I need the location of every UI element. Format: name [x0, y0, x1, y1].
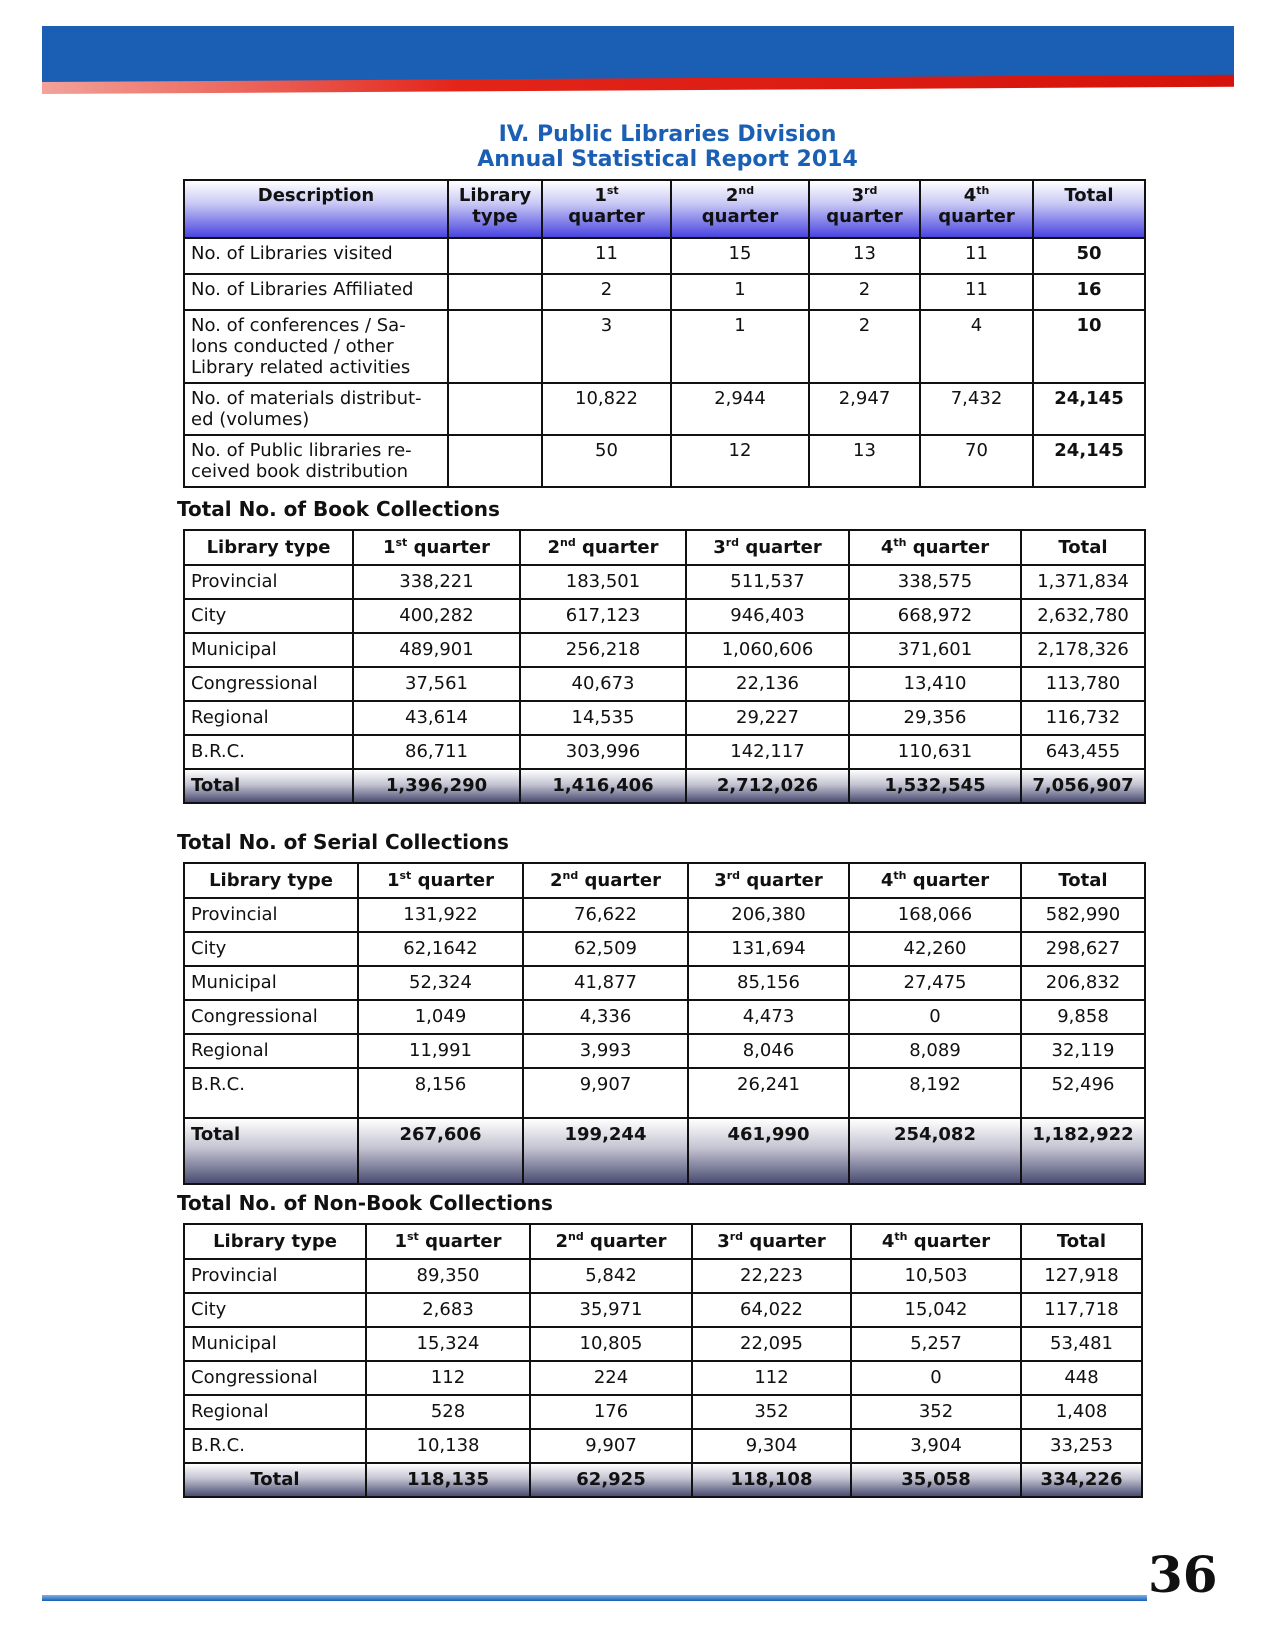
- row-q3: 9,304: [692, 1429, 851, 1463]
- header-q4: 4th quarter: [849, 863, 1021, 898]
- row-q1: 43,614: [353, 701, 520, 735]
- row-total: 16: [1033, 274, 1145, 310]
- row-total: 1,371,834: [1021, 565, 1145, 599]
- row-q2: 1: [671, 310, 809, 383]
- row-q1: 89,350: [366, 1259, 530, 1293]
- row-total: 127,918: [1021, 1259, 1142, 1293]
- row-q1: 3: [542, 310, 671, 383]
- row-library-type: [448, 310, 542, 383]
- header-q1: 1st quarter: [542, 180, 671, 238]
- row-q1: 11,991: [358, 1034, 523, 1068]
- row-total: 448: [1021, 1361, 1142, 1395]
- row-total: 32,119: [1021, 1034, 1145, 1068]
- row-q3: 112: [692, 1361, 851, 1395]
- table-row: [184, 898, 1145, 932]
- row-q2: 62,509: [523, 932, 688, 966]
- table-row: [184, 383, 1145, 435]
- row-type: Provincial: [184, 898, 358, 932]
- table-row: [184, 1034, 1145, 1068]
- header-red-stripe: [42, 75, 1234, 94]
- row-q4: 338,575: [849, 565, 1021, 599]
- total-total: 7,056,907: [1021, 769, 1145, 803]
- row-type: Provincial: [184, 565, 353, 599]
- row-total: 24,145: [1033, 435, 1145, 487]
- total-q2: 199,244: [523, 1118, 688, 1184]
- row-total: 53,481: [1021, 1327, 1142, 1361]
- row-q3: 511,537: [686, 565, 849, 599]
- row-type: City: [184, 932, 358, 966]
- total-label: Total: [184, 769, 353, 803]
- header-description: Description: [184, 180, 448, 238]
- row-q1: 400,282: [353, 599, 520, 633]
- row-description: No. of Libraries visited: [184, 238, 448, 274]
- row-total: 643,455: [1021, 735, 1145, 769]
- total-row: [184, 769, 1145, 803]
- row-q2: 617,123: [520, 599, 686, 633]
- row-q2: 224: [530, 1361, 692, 1395]
- page-number: 36: [1148, 1545, 1218, 1604]
- row-q3: 26,241: [688, 1068, 849, 1118]
- serial-header-row: [184, 863, 1145, 898]
- row-q4: 5,257: [851, 1327, 1021, 1361]
- row-q3: 29,227: [686, 701, 849, 735]
- row-q1: 338,221: [353, 565, 520, 599]
- row-q4: 371,601: [849, 633, 1021, 667]
- row-total: 582,990: [1021, 898, 1145, 932]
- page-title: [0, 122, 1275, 172]
- total-q4: 1,532,545: [849, 769, 1021, 803]
- table-row: [184, 667, 1145, 701]
- row-q2: 76,622: [523, 898, 688, 932]
- total-q3: 461,990: [688, 1118, 849, 1184]
- header-q1: 1st quarter: [366, 1224, 530, 1259]
- header-library-type: Library type: [184, 530, 353, 565]
- total-total: 1,182,922: [1021, 1118, 1145, 1184]
- table-row: [184, 1429, 1142, 1463]
- row-q4: 168,066: [849, 898, 1021, 932]
- table-row: [184, 932, 1145, 966]
- row-type: B.R.C.: [184, 1429, 366, 1463]
- row-q2: 303,996: [520, 735, 686, 769]
- total-label: Total: [184, 1118, 358, 1184]
- header-library-type: Library type: [184, 863, 358, 898]
- row-q1: 62,1642: [358, 932, 523, 966]
- table-row: [184, 701, 1145, 735]
- row-q3: 64,022: [692, 1293, 851, 1327]
- row-type: B.R.C.: [184, 1068, 358, 1118]
- table-row: [184, 310, 1145, 383]
- row-q4: 11: [920, 274, 1033, 310]
- row-q1: 10,822: [542, 383, 671, 435]
- row-type: Regional: [184, 701, 353, 735]
- row-type: Municipal: [184, 966, 358, 1000]
- row-q2: 10,805: [530, 1327, 692, 1361]
- row-q2: 9,907: [530, 1429, 692, 1463]
- table-row: [184, 735, 1145, 769]
- header-total: Total: [1021, 863, 1145, 898]
- row-library-type: [448, 435, 542, 487]
- row-q2: 5,842: [530, 1259, 692, 1293]
- row-q1: 86,711: [353, 735, 520, 769]
- row-library-type: [448, 238, 542, 274]
- header-library-type: Library type: [448, 180, 542, 238]
- row-library-type: [448, 274, 542, 310]
- total-q2: 1,416,406: [520, 769, 686, 803]
- row-q4: 15,042: [851, 1293, 1021, 1327]
- header-q3: 3rd quarter: [688, 863, 849, 898]
- row-q3: 142,117: [686, 735, 849, 769]
- row-q3: 22,095: [692, 1327, 851, 1361]
- table-row: [184, 238, 1145, 274]
- header-q3: 3rd quarter: [809, 180, 920, 238]
- header-total: Total: [1021, 530, 1145, 565]
- row-library-type: [448, 383, 542, 435]
- total-q3: 2,712,026: [686, 769, 849, 803]
- total-q3: 118,108: [692, 1463, 851, 1497]
- row-q4: 7,432: [920, 383, 1033, 435]
- nonbook-collections-title: Total No. of Non-Book Collections: [177, 1191, 553, 1215]
- row-type: Municipal: [184, 1327, 366, 1361]
- row-type: Regional: [184, 1034, 358, 1068]
- header-q3: 3rd quarter: [686, 530, 849, 565]
- row-type: Provincial: [184, 1259, 366, 1293]
- row-q4: 70: [920, 435, 1033, 487]
- row-q4: 110,631: [849, 735, 1021, 769]
- row-description: No. of conferences / Sa-lons conducted / other Library related activities: [184, 310, 448, 383]
- row-total: 9,858: [1021, 1000, 1145, 1034]
- row-q2: 3,993: [523, 1034, 688, 1068]
- total-q4: 35,058: [851, 1463, 1021, 1497]
- total-q2: 62,925: [530, 1463, 692, 1497]
- total-row: [184, 1118, 1145, 1184]
- row-q1: 52,324: [358, 966, 523, 1000]
- header-q2: 2nd quarter: [671, 180, 809, 238]
- row-total: 113,780: [1021, 667, 1145, 701]
- row-total: 10: [1033, 310, 1145, 383]
- book-header-row: [184, 530, 1145, 565]
- header-q3: 3rd quarter: [692, 1224, 851, 1259]
- summary-header-row: [184, 180, 1145, 238]
- row-description: No. of Libraries Affiliated: [184, 274, 448, 310]
- book-collections-table: [183, 529, 1146, 804]
- row-q3: 13: [809, 435, 920, 487]
- row-type: Congressional: [184, 1361, 366, 1395]
- table-row: [184, 1327, 1142, 1361]
- table-row: [184, 435, 1145, 487]
- total-total: 334,226: [1021, 1463, 1142, 1497]
- table-row: [184, 599, 1145, 633]
- row-q4: 29,356: [849, 701, 1021, 735]
- row-total: 1,408: [1021, 1395, 1142, 1429]
- total-q1: 267,606: [358, 1118, 523, 1184]
- total-q1: 118,135: [366, 1463, 530, 1497]
- row-q2: 4,336: [523, 1000, 688, 1034]
- row-q3: 352: [692, 1395, 851, 1429]
- row-q1: 8,156: [358, 1068, 523, 1118]
- row-q2: 183,501: [520, 565, 686, 599]
- row-q4: 8,089: [849, 1034, 1021, 1068]
- row-q4: 13,410: [849, 667, 1021, 701]
- row-q1: 10,138: [366, 1429, 530, 1463]
- row-q1: 1,049: [358, 1000, 523, 1034]
- table-row: [184, 1395, 1142, 1429]
- row-q3: 22,136: [686, 667, 849, 701]
- table-row: [184, 565, 1145, 599]
- row-q4: 8,192: [849, 1068, 1021, 1118]
- row-q4: 668,972: [849, 599, 1021, 633]
- header-q2: 2nd quarter: [530, 1224, 692, 1259]
- row-q1: 11: [542, 238, 671, 274]
- row-q3: 2,947: [809, 383, 920, 435]
- serial-collections-table: [183, 862, 1146, 1185]
- row-total: 50: [1033, 238, 1145, 274]
- row-q3: 13: [809, 238, 920, 274]
- row-total: 33,253: [1021, 1429, 1142, 1463]
- row-q3: 1,060,606: [686, 633, 849, 667]
- row-type: Congressional: [184, 667, 353, 701]
- header-total: Total: [1021, 1224, 1142, 1259]
- header-q1: 1st quarter: [353, 530, 520, 565]
- header-q2: 2nd quarter: [523, 863, 688, 898]
- row-type: Congressional: [184, 1000, 358, 1034]
- page-title-line1: IV. Public Libraries Division: [498, 122, 837, 147]
- summary-table: [183, 179, 1146, 488]
- row-q3: 8,046: [688, 1034, 849, 1068]
- row-total: 116,732: [1021, 701, 1145, 735]
- table-row: [184, 1293, 1142, 1327]
- total-row: [184, 1463, 1142, 1497]
- table-row: [184, 966, 1145, 1000]
- row-description: No. of Public libraries re-ceived book distribution: [184, 435, 448, 487]
- row-total: 298,627: [1021, 932, 1145, 966]
- row-q3: 2: [809, 274, 920, 310]
- nonbook-collections-table: [183, 1223, 1143, 1498]
- row-q2: 256,218: [520, 633, 686, 667]
- row-q1: 15,324: [366, 1327, 530, 1361]
- row-q2: 12: [671, 435, 809, 487]
- header-total: Total: [1033, 180, 1145, 238]
- header-q1: 1st quarter: [358, 863, 523, 898]
- row-type: City: [184, 599, 353, 633]
- serial-collections-title: Total No. of Serial Collections: [177, 830, 509, 854]
- table-row: [184, 274, 1145, 310]
- row-q3: 22,223: [692, 1259, 851, 1293]
- page-title-line2: Annual Statistical Report 2014: [477, 147, 858, 172]
- header-library-type: Library type: [184, 1224, 366, 1259]
- row-q3: 4,473: [688, 1000, 849, 1034]
- row-q1: 50: [542, 435, 671, 487]
- row-q3: 946,403: [686, 599, 849, 633]
- row-q1: 131,922: [358, 898, 523, 932]
- row-q3: 131,694: [688, 932, 849, 966]
- footer-line: [42, 1595, 1147, 1601]
- row-q4: 3,904: [851, 1429, 1021, 1463]
- header-q4: 4th quarter: [920, 180, 1033, 238]
- book-collections-title: Total No. of Book Collections: [177, 497, 500, 521]
- row-q3: 2: [809, 310, 920, 383]
- total-q4: 254,082: [849, 1118, 1021, 1184]
- row-total: 2,632,780: [1021, 599, 1145, 633]
- row-q1: 528: [366, 1395, 530, 1429]
- table-row: [184, 1068, 1145, 1118]
- row-type: Municipal: [184, 633, 353, 667]
- total-q1: 1,396,290: [353, 769, 520, 803]
- table-row: [184, 633, 1145, 667]
- row-q4: 0: [849, 1000, 1021, 1034]
- row-type: Regional: [184, 1395, 366, 1429]
- row-q2: 40,673: [520, 667, 686, 701]
- row-total: 117,718: [1021, 1293, 1142, 1327]
- nonbook-header-row: [184, 1224, 1142, 1259]
- row-q1: 489,901: [353, 633, 520, 667]
- row-q2: 41,877: [523, 966, 688, 1000]
- row-q4: 352: [851, 1395, 1021, 1429]
- table-row: [184, 1361, 1142, 1395]
- row-total: 206,832: [1021, 966, 1145, 1000]
- row-q1: 2,683: [366, 1293, 530, 1327]
- header-q4: 4th quarter: [849, 530, 1021, 565]
- row-q4: 4: [920, 310, 1033, 383]
- row-q1: 37,561: [353, 667, 520, 701]
- table-row: [184, 1259, 1142, 1293]
- header-q2: 2nd quarter: [520, 530, 686, 565]
- total-label: Total: [184, 1463, 366, 1497]
- row-q2: 2,944: [671, 383, 809, 435]
- row-q4: 27,475: [849, 966, 1021, 1000]
- row-q4: 42,260: [849, 932, 1021, 966]
- table-row: [184, 1000, 1145, 1034]
- row-q2: 35,971: [530, 1293, 692, 1327]
- row-q3: 85,156: [688, 966, 849, 1000]
- row-total: 2,178,326: [1021, 633, 1145, 667]
- row-q4: 11: [920, 238, 1033, 274]
- row-q2: 14,535: [520, 701, 686, 735]
- row-description: No. of materials distribut-ed (volumes): [184, 383, 448, 435]
- row-q4: 0: [851, 1361, 1021, 1395]
- row-q1: 2: [542, 274, 671, 310]
- row-q1: 112: [366, 1361, 530, 1395]
- row-type: City: [184, 1293, 366, 1327]
- row-q3: 206,380: [688, 898, 849, 932]
- row-total: 52,496: [1021, 1068, 1145, 1118]
- header-band: [42, 26, 1234, 84]
- row-q2: 176: [530, 1395, 692, 1429]
- row-q2: 15: [671, 238, 809, 274]
- row-total: 24,145: [1033, 383, 1145, 435]
- row-q2: 1: [671, 274, 809, 310]
- row-type: B.R.C.: [184, 735, 353, 769]
- row-q2: 9,907: [523, 1068, 688, 1118]
- header-q4: 4th quarter: [851, 1224, 1021, 1259]
- row-q4: 10,503: [851, 1259, 1021, 1293]
